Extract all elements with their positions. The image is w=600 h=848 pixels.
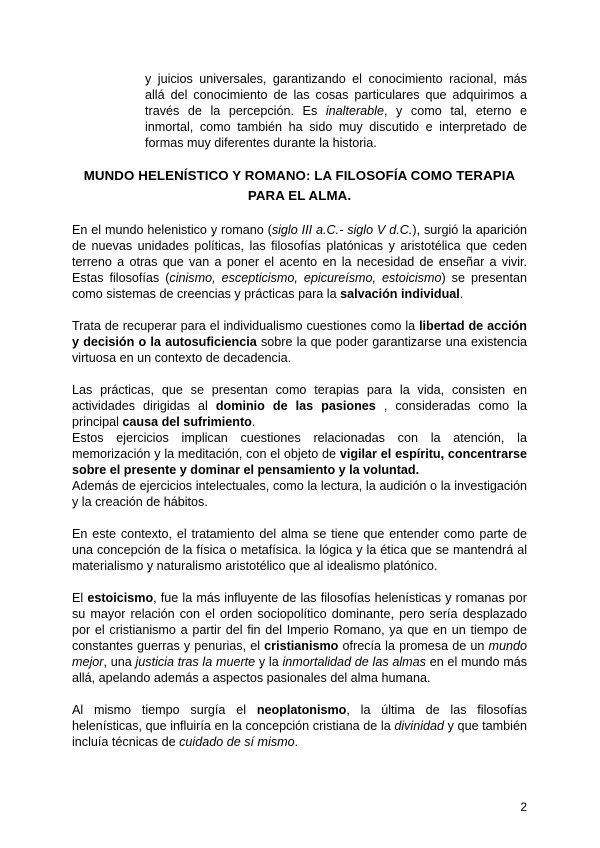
text: Estos ejercicios implican cuestiones relacionadas con la atención, la memorización y la meditación, con el objeto de	[72, 431, 527, 462]
text: ) se presentan como sistemas de creencias y prácticas para la	[72, 271, 527, 302]
emphasis: cinismo, escepticismo, epicureísmo, estoicismo	[169, 271, 442, 286]
emphasis: justicia tras la muerte	[135, 655, 256, 670]
strong: vigilar el espíritu, concentrarse sobre el presente y dominar el pensamiento y la voluntad.	[72, 447, 527, 478]
text: ofrecía la promesa de un	[338, 639, 489, 654]
paragraph-2	[72, 318, 527, 366]
text: Las prácticas, que se presentan como terapias para la vida, consisten en actividades dirigidas al	[72, 383, 527, 414]
strong: estoicismo	[87, 591, 154, 605]
text: Al mismo tiempo surgía el	[72, 703, 257, 717]
strong: causa del sufrimiento	[122, 415, 252, 430]
emphasis: cuidado de sí mismo	[179, 735, 295, 750]
text: En este contexto, el tratamiento del alma se tiene que entender como parte de una concepción de la física o metafísica. la lógica y la ética que se mantendrá al materialismo y naturalismo aristotélico que al idealismo platónico.	[72, 527, 527, 574]
paragraph-4	[72, 430, 527, 478]
strong: salvación individual	[340, 287, 460, 302]
text: y que también incluía técnicas de	[72, 719, 527, 750]
heading-line-1: MUNDO HELENÍSTICO Y ROMANO: LA FILOSOFÍA COMO TERAPIA	[83, 168, 516, 183]
paragraph-8	[72, 702, 527, 750]
text: , consideradas como la principal	[72, 399, 527, 430]
paragraph-5	[72, 478, 527, 510]
text: y la	[255, 655, 283, 670]
text: En el mundo helenistico y romano (	[72, 223, 272, 237]
text: ), surgió la aparición de nuevas unidades políticas, las filosofías platónicas y aristotélica que ceden terreno a otras que van a poner el acento en la necesidad de enseñar a vivir. Estas filosofías (	[72, 223, 528, 286]
text: , fue la más influyente de las filosofías helenísticas y romanas por su mayor relación con el orden sociopolítico dominante, pero sería desplazado por el cristianismo a partir del fin del Imperio Romano, ya que en un tiempo de constantes guerras y penurias, el	[72, 591, 527, 654]
emphasis: mundo mejor	[72, 639, 527, 670]
text: en el mundo más allá, apelando además a aspectos pasionales del alma humana.	[72, 655, 527, 686]
page-number: 2	[520, 800, 527, 814]
text: , la última de las filosofías helenísticas, que influiría en la concepción cristiana de la	[72, 703, 527, 734]
heading-line-2: PARA EL ALMA.	[247, 188, 352, 203]
emphasis: siglo III a.C.- siglo V d.C.	[271, 223, 413, 237]
text: .	[251, 415, 256, 430]
paragraph-3	[72, 382, 527, 430]
paragraph-6	[72, 526, 527, 574]
intro-text: y juicios universales, garantizando el conocimiento racional, más allá del conocimiento de las cosas particulares que adquirimos a través de la percepción. Es	[145, 72, 527, 119]
text: Además de ejercicios intelectuales, como la lectura, la audición o la investigación y la creación de hábitos.	[72, 479, 527, 510]
intro-paragraph	[145, 71, 527, 151]
text: El	[72, 591, 88, 605]
intro-emphasis: inalterable	[325, 104, 384, 119]
emphasis: divinidad	[394, 719, 445, 734]
text: Trata de recuperar para el individualismo cuestiones como la	[72, 319, 420, 333]
strong: cristianismo	[264, 639, 339, 654]
text: .	[294, 735, 299, 750]
section-heading	[72, 166, 527, 206]
text: .	[459, 287, 464, 302]
strong: neoplatonismo	[256, 703, 347, 717]
strong: dominio de las pasiones	[215, 399, 376, 414]
strong: libertad de acción y decisión o la autosuficiencia	[72, 319, 527, 350]
emphasis: inmortalidad de las almas	[282, 655, 426, 670]
text: sobre la que poder garantizarse una existencia virtuosa en un contexto de decadencia.	[72, 335, 527, 366]
paragraph-1	[72, 222, 527, 302]
paragraph-7	[72, 590, 527, 687]
text: , una	[103, 655, 136, 670]
intro-text-end: , y como tal, eterno e inmortal, como también ha sido muy discutido e interpretado de formas muy diferentes durante la historia.	[145, 104, 527, 151]
